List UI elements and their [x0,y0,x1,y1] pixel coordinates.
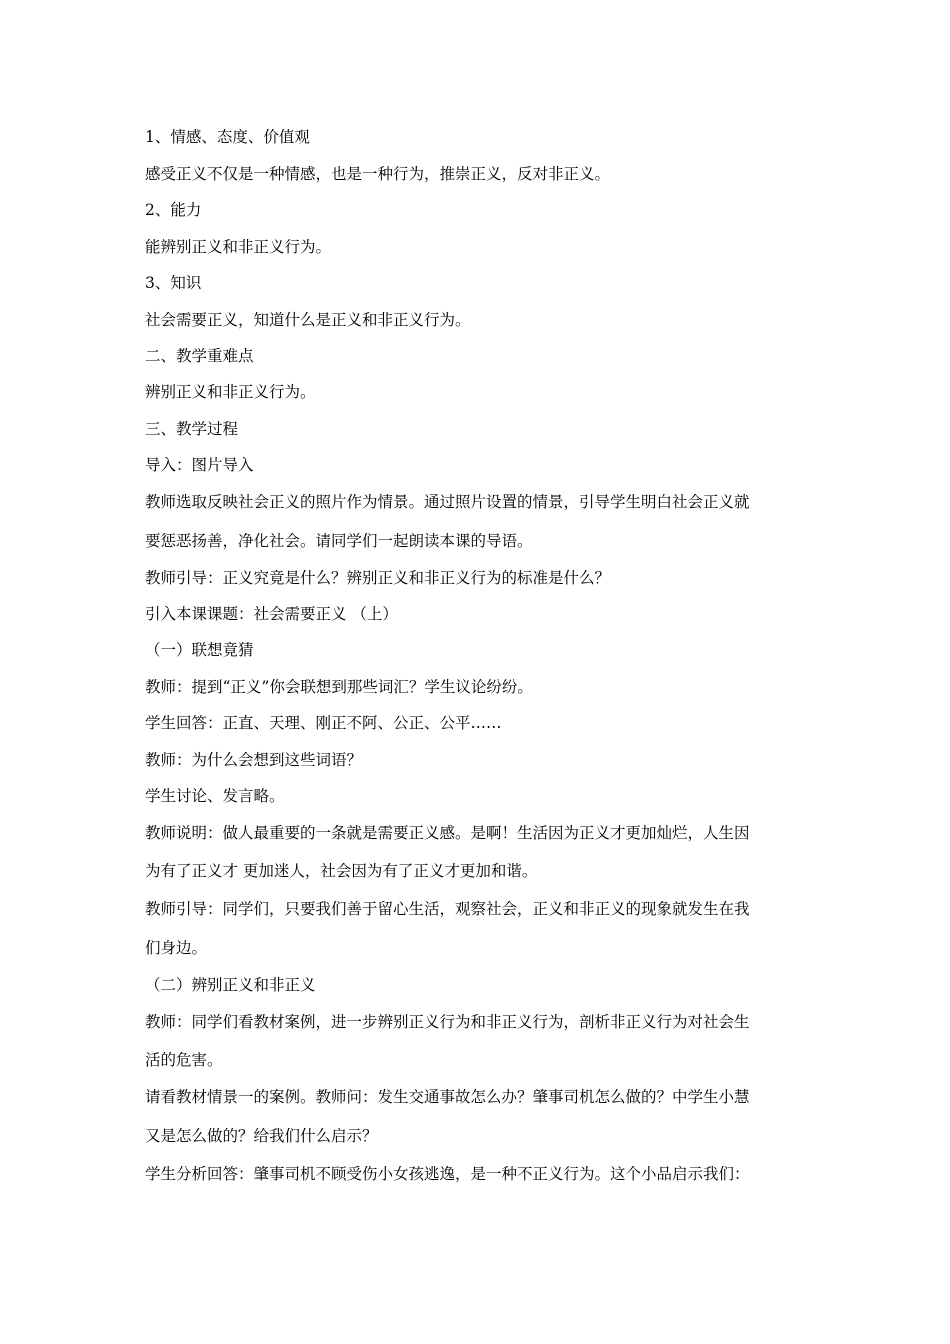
paragraph: 教师引导：同学们，只要我们善于留心生活，观察社会，正义和非正义的现象就发生在我 [145,900,750,918]
paragraph: 学生回答：正直、天理、刚正不阿、公正、公平…… [145,714,502,732]
paragraph-continuation: 们身边。 [145,939,208,957]
paragraph: 教师选取反映社会正义的照片作为情景。通过照片设置的情景，引导学生明白社会正义就 [145,493,750,511]
paragraph-continuation: 要惩恶扬善，净化社会。请同学们一起朗读本课的导语。 [145,532,533,550]
section-heading-teaching-process: 三、教学过程 [145,420,239,438]
paragraph: 感受正义不仅是一种情感，也是一种行为，推崇正义，反对非正义。 [145,165,611,183]
paragraph: 学生讨论、发言略。 [145,787,285,805]
section-heading-key-points: 二、教学重难点 [145,347,254,365]
paragraph: 教师说明：做人最重要的一条就是需要正义感。是啊！生活因为正义才更加灿烂，人生因 [145,824,750,842]
heading-knowledge: 3、知识 [145,274,202,292]
paragraph: 引入本课课题：社会需要正义 （上） [145,605,398,623]
paragraph: 教师：为什么会想到这些词语？ [145,751,363,769]
paragraph-continuation: 又是怎么做的？给我们什么启示？ [145,1127,378,1145]
paragraph: 学生分析回答：肇事司机不顾受伤小女孩逃逸，是一种不正义行为。这个小品启示我们： [145,1165,750,1183]
paragraph: 教师：同学们看教材案例，进一步辨别正义行为和非正义行为，剖析非正义行为对社会生 [145,1013,750,1031]
paragraph: 请看教材情景一的案例。教师问：发生交通事故怎么办？肇事司机怎么做的？中学生小慧 [145,1088,750,1106]
paragraph-continuation: 为有了正义才 更加迷人，社会因为有了正义才更加和谐。 [145,862,538,880]
paragraph: 辨别正义和非正义行为。 [145,383,316,401]
paragraph: 能辨别正义和非正义行为。 [145,238,332,256]
subsection-heading-distinguish: （二）辨别正义和非正义 [145,976,316,994]
paragraph: 教师：提到“正义”你会联想到那些词汇？学生议论纷纷。 [145,678,533,696]
heading-ability: 2、能力 [145,201,202,219]
subsection-heading-association: （一）联想竟猜 [145,641,254,659]
heading-emotion-attitude-values: 1、情感、态度、价值观 [145,128,310,146]
paragraph: 社会需要正义，知道什么是正义和非正义行为。 [145,311,471,329]
paragraph-continuation: 活的危害。 [145,1051,223,1069]
paragraph: 教师引导：正义究竟是什么？辨别正义和非正义行为的标准是什么？ [145,569,611,587]
paragraph: 导入：图片导入 [145,456,254,474]
